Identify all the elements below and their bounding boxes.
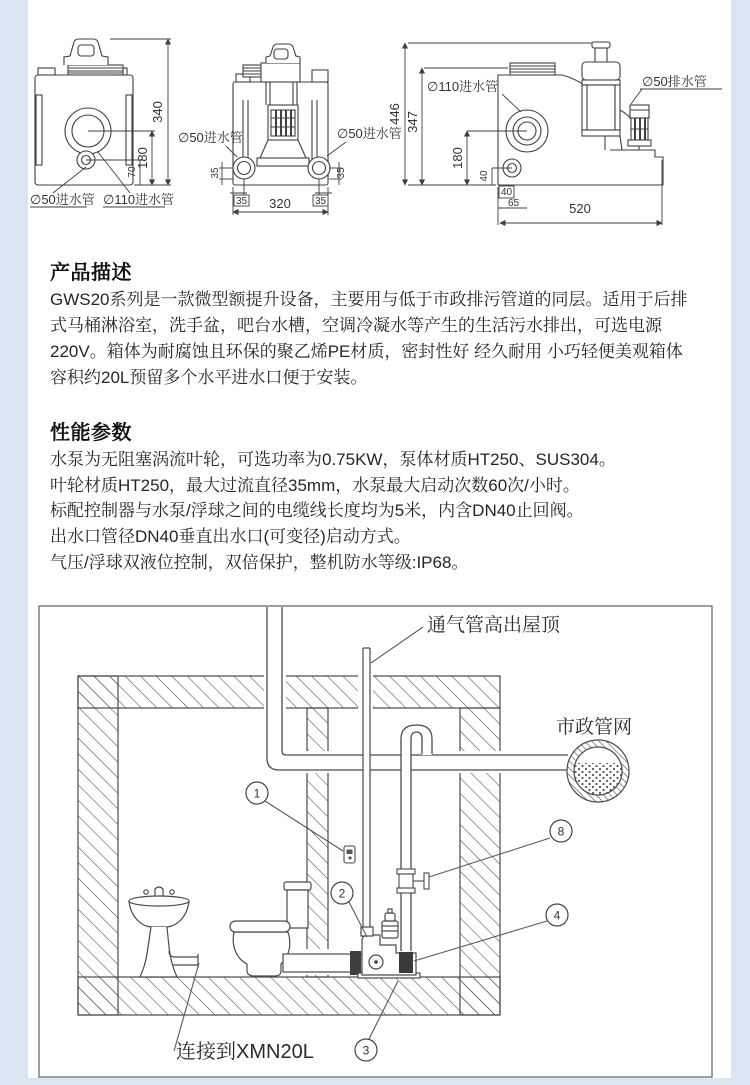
label-side-inlet110: ∅110进水管: [427, 79, 499, 94]
dim-front-inlet50-height: 70: [127, 166, 138, 178]
dim-front-height: 340: [150, 101, 165, 123]
performance-line: 出水口管径DN40垂直出水口(可变径)启动方式。: [50, 527, 411, 547]
performance-title: 性能参数: [50, 422, 132, 444]
dim-side-inlet110-height: 180: [450, 147, 465, 169]
interior-wall: [307, 708, 328, 977]
side-view-dimensions: [405, 43, 722, 225]
control-box: [344, 846, 355, 863]
dim-side-total-height: 446: [387, 103, 402, 125]
performance-line: 气压/浮球双液位控制，双倍保护，整机防水等级:IP68。: [50, 552, 469, 572]
dim-back-width: 320: [269, 196, 291, 211]
outlet-port: [628, 105, 651, 146]
left-wall: [78, 676, 118, 1015]
callout-1: 1: [253, 786, 261, 801]
dim-back-left-v: 35: [210, 167, 221, 179]
ceiling: [78, 676, 500, 708]
dim-side-inlet110-offset: 65: [508, 198, 520, 209]
vent-pipe: [363, 648, 370, 935]
front-view-drawing: [30, 39, 174, 207]
description-body: GWS20系列是一款微型额提升设备，主要用与低于市政排污管道的同层。适用于后排式马桶淋浴室，洗手盆，吧台水槽，空调冷凝水等产生的生活污水排出，可选电源220V。箱体为耐腐蚀且环保的聚乙烯PE材质，密封性好 经久耐用 小巧轻便美观箱体容积约20L预留多个水平进水口便于安装。: [50, 290, 688, 387]
performance-list: [50, 447, 616, 576]
callout-2: 2: [338, 886, 346, 901]
floor: [78, 977, 500, 1015]
dim-side-depth: 520: [569, 201, 591, 216]
label-municipal-network: 市政管网: [556, 717, 633, 738]
back-view-drawing: [178, 44, 402, 215]
dim-side-inlet50-height: 40: [479, 170, 490, 182]
label-front-inlet110: ∅110进水管: [103, 192, 175, 207]
label-vent-pipe: 通气管高出屋顶: [427, 615, 561, 636]
pump-motor: [582, 42, 622, 150]
label-connect-to-xmn20l: 连接到XMN20L: [176, 1041, 314, 1063]
pump-motor-cap: [382, 921, 398, 938]
label-side-outlet50: ∅50排水管: [642, 74, 707, 89]
check-valve-fitting: [399, 952, 413, 973]
dim-back-right-h: 35: [314, 196, 327, 207]
side-view-drawing: [387, 42, 722, 225]
dim-front-inlet110-height: 180: [135, 147, 150, 169]
pipe-coupling: [350, 951, 361, 975]
dim-back-left-h: 35: [235, 196, 248, 207]
callout-3: 3: [362, 1043, 370, 1058]
performance-line: 水泵为无阻塞涡流叶轮，可选功率为0.75KW，泵体材质HT250、SUS304。: [50, 450, 616, 469]
label-back-inlet50-left: ∅50进水管: [178, 130, 243, 145]
label-back-inlet50-right: ∅50进水管: [337, 126, 402, 141]
dim-side-tank-height: 347: [405, 111, 420, 133]
label-front-inlet50: ∅50进水管: [30, 192, 95, 207]
dim-back-right-v: 35: [336, 167, 347, 179]
dim-side-inlet50-offset: 40: [500, 187, 513, 198]
shutoff-valve: [397, 869, 429, 893]
installation-diagram: [38, 605, 713, 1078]
description-title: 产品描述: [50, 262, 132, 284]
callout-8: 8: [557, 824, 565, 839]
technical-drawings: [30, 10, 730, 240]
callout-4: 4: [553, 908, 561, 923]
performance-line: 标配控制器与水泵/浮球之间的电缆线长度均为5米，内含DN40止回阀。: [50, 501, 584, 521]
performance-line: 叶轮材质HT250，最大过流直径35mm，水泵最大启动次数60次/小时。: [50, 475, 580, 495]
